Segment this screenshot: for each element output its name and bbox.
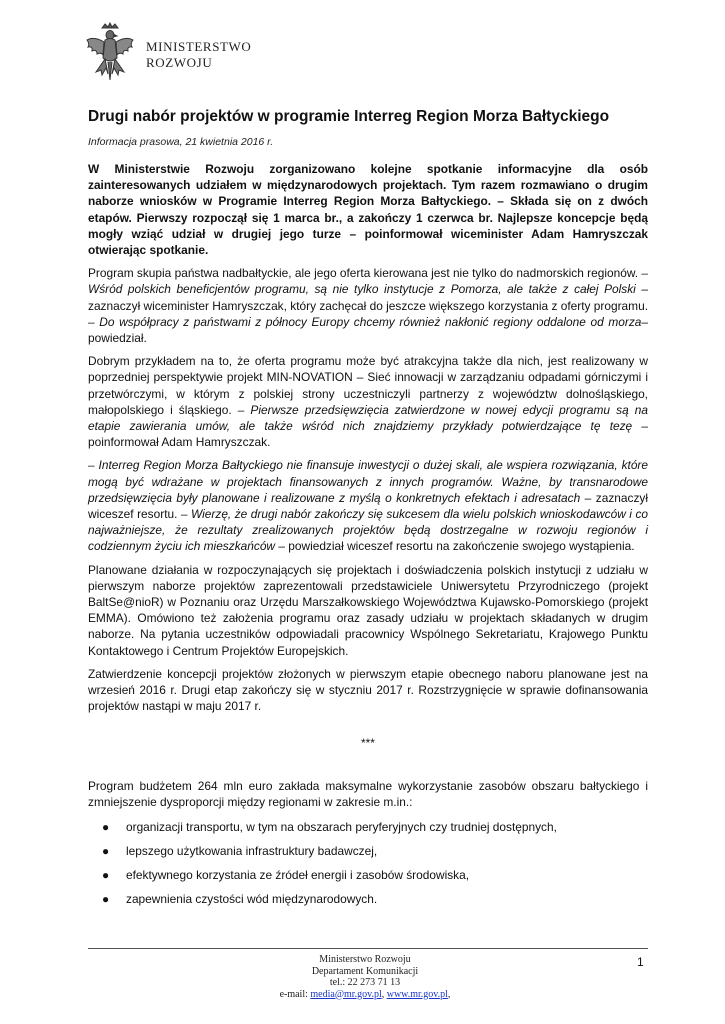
paragraph-1-quote-2: – Do współpracy z państwami z północy Europy chcemy również nakłonić regiony oddalone od morza: [88, 314, 642, 329]
ministry-name: [146, 39, 251, 71]
article-body: [88, 161, 648, 915]
footer-email-label: e-mail:: [279, 988, 311, 1000]
footer-contact: [220, 989, 510, 1001]
paragraph-1-text-a: Program skupia państwa nadbałtyckie, ale jego oferta kierowana jest nie tylko do nadmorskich regionów.: [88, 266, 642, 281]
paragraph-3-quote-1: – Interreg Region Morza Bałtyckiego nie finansuje inwestycji o dużej skali, ale wspiera rozwiązania, które mogą być wdrażane w projektach finansowanych z innych programów. Ważne, by transnarodowe przedsięwzięcia były planowane i realizowane z myślą o konkretnych efektach i adresatach: [88, 458, 648, 505]
lead-paragraph: W Ministerstwie Rozwoju zorganizowano kolejne spotkanie informacyjne dla osób zainteresowanych udziałem w międzynarodowych projektach. Tym razem rozmawiano o drugim naborze wniosków w Programie Interreg Region Morza Bałtyckiego. – Składa się on z dwóch etapów. Pierwszy rozpoczął się 1 marca br., a zakończy 1 czerwca br. Najlepsze koncepcje będą mogły wziąć udział w drugiej jego turze – poinformował wiceminister Adam Hamryszczak otwierając spotkanie.: [88, 162, 648, 258]
paragraph-6: Program budżetem 264 mln euro zakłada maksymalne wykorzystanie zasobów obszaru bałtyckiego i zmniejszenie dysproporcji między regionami w zakresie m.in.:: [88, 778, 648, 809]
paragraph-1-text-e: – powiedział.: [88, 314, 648, 346]
footer-divider: [88, 948, 648, 949]
list-item-text: zapewnienia czystości wód międzynarodowych.: [126, 892, 378, 907]
website-link[interactable]: www.mr.gov.pl: [386, 988, 448, 1000]
paragraph-3-text-b: – zaznaczył wiceszef resortu.: [88, 490, 648, 522]
list-item: [88, 843, 648, 867]
list-item-text: organizacji transportu, w tym na obszarach peryferyjnych czy trudniej dostępnych,: [126, 820, 557, 835]
list-item-text: efektywnego korzystania ze źródeł energii i zasobów środowiska,: [126, 868, 470, 883]
paragraph-2-text-a: Dobrym przykładem na to, że oferta programu może być atrakcyjna także dla nich, jest realizowany w poprzedniej perspektywie projekt MIN-NOVATION – Sieć innowacji w zarządzaniu odpadami górniczymi i przetwórczymi, w którym z polskiej strony uczestniczyli partnerzy z województw dolnośląskiego, małopolskiego i śląskiego.: [88, 354, 648, 417]
paragraph-1: [88, 265, 648, 346]
paragraph-2: [88, 353, 648, 450]
bullet-list: [88, 819, 648, 915]
list-item: [88, 819, 648, 843]
page-number: 1: [637, 955, 644, 969]
paragraph-1-text-c: – zaznaczył wiceminister Hamryszczak, który zachęcał do jeszcze większego korzystania z oferty programu.: [88, 282, 648, 313]
footer-ministry: Ministerstwo Rozwoju: [319, 954, 411, 965]
ministry-name-line1: MINISTERSTWO: [146, 39, 252, 54]
bullet-icon: ●: [102, 844, 110, 859]
paragraph-2-quote: – Pierwsze przedsięwzięcia zatwierdzone w nowej edycji programu są na etapie zawierania umów, ale także wśród nich znajdziemy przykłady potwierdzające tę tezę: [88, 402, 648, 434]
bullet-icon: ●: [102, 892, 110, 907]
list-item: [88, 891, 648, 915]
paragraph-4: Planowane działania w rozpoczynających się projektach i doświadczenia polskich instytucji z udziału w pierwszym naborze projektów zaprezentowali przedstawiciele Uniwersytetu Przyrodniczego (projekt BaltSe@nioR) w Poznaniu oraz Urzędu Marszałkowskiego Województwa Kujawsko-Pomorskiego (projekt EMMA). Omówiono też założenia programu oraz zasady udziału w projektach składanych w drugim naborze. Na pytania uczestników odpowiadali pracownicy Wspólnego Sekretariatu, Krajowego Punktu Kontaktowego i Centrum Projektów Europejskich.: [88, 562, 648, 658]
paragraph-3-text-d: – powiedział wiceszef resortu na zakończenie swojego wystąpienia.: [275, 539, 635, 554]
page-title: Drugi nabór projektów w programie Interreg Region Morza Bałtyckiego: [88, 108, 610, 125]
footer-trailing-comma: ,: [447, 988, 451, 1000]
email-link[interactable]: media@mr.gov.pl: [310, 988, 382, 1000]
section-separator: ***: [361, 735, 375, 750]
footer-department: Departament Komunikacji: [311, 965, 419, 977]
polish-eagle-emblem-icon: [84, 22, 136, 84]
paragraph-2-text-c: – poinformował Adam Hamryszczak.: [88, 419, 648, 450]
paragraph-1-quote-1: – Wśród polskich beneficjentów programu, są nie tylko instytucje z Pomorza, ale także z całej Polski: [88, 266, 648, 297]
paragraph-5: Zatwierdzenie koncepcji projektów złożonych w pierwszym etapie obecnego naboru planowane jest na wrzesień 2016 r. Drugi etap zakończy się w styczniu 2017 r. Rozstrzygnięcie w sprawie dofinansowania projektów nastąpi w maju 2017 r.: [88, 666, 648, 714]
paragraph-3: [88, 457, 648, 554]
bullet-icon: ●: [102, 820, 110, 835]
footer: [220, 954, 510, 1000]
footer-separator: ,: [381, 988, 387, 1000]
list-item: [88, 867, 648, 891]
paragraph-3-quote-2: – Wierzę, że drugi nabór zakończy się sukcesem dla wielu polskich wnioskodawców i co najważniejsze, że rezultaty zrealizowanych projektów będą dostrzegalne w rozwoju regionów i codziennym życiu ich mieszkańców: [88, 507, 649, 554]
list-item-text: lepszego użytkowania infrastruktury badawczej,: [126, 844, 378, 859]
bullet-icon: ●: [102, 868, 110, 883]
press-release-date: Informacja prasowa, 21 kwietnia 2016 r.: [88, 136, 274, 148]
footer-phone: tel.: 22 273 71 13: [329, 977, 401, 988]
ministry-name-line2: ROZWOJU: [146, 55, 213, 70]
